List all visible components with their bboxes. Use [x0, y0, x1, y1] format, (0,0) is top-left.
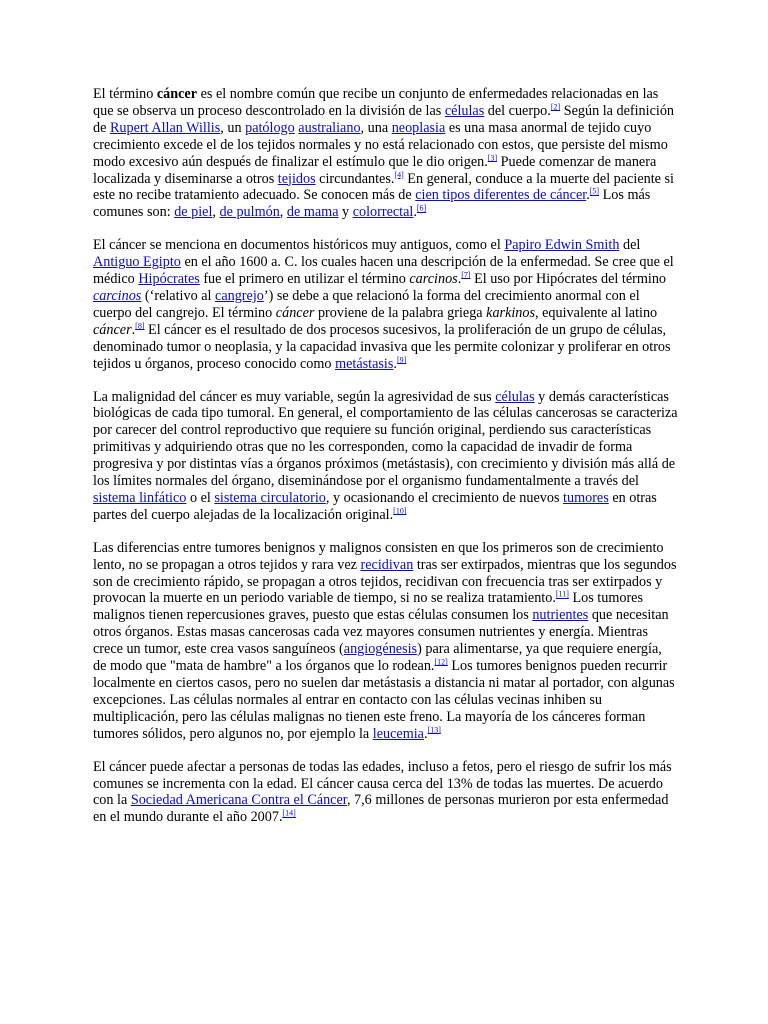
- footnote-link[interactable]: [9]: [396, 354, 407, 364]
- text-run: Los tumores malignos tienen repercusiones graves, puesto que estas células consumen los: [93, 590, 644, 624]
- footnote-ref-4: [394, 170, 403, 179]
- text-run: ,: [212, 204, 220, 221]
- text-run: Según la definición de: [93, 102, 675, 136]
- text-run: El uso por Hipócrates del término: [470, 271, 667, 288]
- text-run: El cáncer se menciona en documentos históricos muy antiguos, como el: [93, 237, 505, 254]
- footnote-link[interactable]: [11]: [555, 589, 569, 599]
- bold-term: cáncer: [156, 86, 198, 102]
- paragraph-benign-vs-malignant: [93, 540, 678, 743]
- text-run: fue el primero en utilizar el término: [199, 271, 410, 288]
- text-run: .: [131, 321, 136, 338]
- link-rupert-allan-willis[interactable]: Rupert Allan Willis: [109, 119, 221, 136]
- text-run: o el: [186, 489, 215, 506]
- text-run: (‘relativo al: [141, 287, 216, 304]
- footnote-link[interactable]: [12]: [434, 657, 448, 667]
- text-run: tras ser extirpados, mientras que los segundos son de crecimiento rápido, se propagan a otros tejidos, recidivan con frecuencia tras ser extirpados y provocan la muerte en un periodo variable de tiempo, si no se realiza tratamiento.: [93, 556, 677, 607]
- text-run: .: [457, 271, 462, 288]
- paragraph-history: [93, 237, 678, 372]
- text-run: ’) se debe a que relacionó la forma del crecimiento anormal con el cuerpo del cangrejo. El término: [93, 287, 640, 321]
- text-run: .: [423, 725, 428, 742]
- link-sistema-circulatorio[interactable]: sistema circulatorio: [214, 489, 326, 506]
- link-cien-tipos-diferentes-de-cancer[interactable]: cien tipos diferentes de cáncer: [415, 187, 587, 204]
- text-run: es el nombre común que recibe un conjunto de enfermedades relacionadas en las que se observa un proceso descontrolado en la división de las: [93, 86, 659, 119]
- link-recidivan[interactable]: recidivan: [360, 556, 414, 573]
- article-body: [93, 86, 678, 842]
- link-tumores[interactable]: tumores: [563, 489, 609, 506]
- link-papiro-edwin-smith[interactable]: Papiro Edwin Smith: [504, 237, 620, 254]
- link-cangrejo[interactable]: cangrejo: [215, 287, 264, 304]
- italic-term: carcinos: [409, 271, 458, 288]
- text-run: en el año 1600 a. C. los cuales hacen una descripción de la enfermedad. Se cree que el médico: [93, 254, 674, 288]
- link-antiguo-egipto[interactable]: Antiguo Egipto: [93, 254, 181, 271]
- link-colorrectal[interactable]: colorrectal: [352, 204, 414, 221]
- text-run: y demás características biológicas de cada tipo tumoral. En general, el comportamiento de las células cancerosas se caracteriza por carecer del control reproductivo que requiere su función original, perdiendo sus características primitivas y adquiriendo otras que no les corresponden, como la capacidad de invadir de forma progresiva y por distintas vías a órganos próximos (metástasis), con crecimiento y división más allá de los límites normales del órgano, diseminándose por el organismo fundamentalmente a través del: [93, 388, 678, 490]
- link-patologo[interactable]: patólogo: [245, 119, 295, 136]
- text-run: Los tumores benignos pueden recurrir localmente en ciertos casos, pero no suelen dar metástasis a distancia ni matar al portador, con algunas excepciones. Las células normales al entrar en contacto con las células vecinas inhiben su multiplicación, pero las células malignas no tienen este freno. La mayoría de los cánceres forman tumores sólidos, pero algunos no, por ejemplo la: [93, 658, 675, 742]
- link-tejidos[interactable]: tejidos: [277, 170, 316, 187]
- footnote-link[interactable]: [14]: [282, 808, 296, 818]
- text-run: .: [393, 355, 397, 372]
- italic-term: cáncer: [93, 321, 132, 338]
- text-run: , y ocasionando el crecimiento de nuevos: [325, 489, 564, 506]
- link-australiano[interactable]: australiano: [298, 119, 361, 136]
- paragraph-epidemiology: [93, 759, 678, 827]
- footnote-ref-5: [590, 187, 599, 196]
- link-de-pulmon[interactable]: de pulmón: [219, 204, 280, 221]
- footnote-ref-6: [417, 204, 426, 213]
- footnote-link[interactable]: [7]: [461, 270, 471, 280]
- footnote-ref-14: [283, 809, 296, 818]
- footnote-link[interactable]: [6]: [416, 203, 427, 213]
- link-sociedad-americana-contra-el-cancer[interactable]: Sociedad Americana Contra el Cáncer: [130, 792, 347, 809]
- footnote-ref-11: [556, 590, 569, 599]
- footnote-ref-12: [434, 657, 447, 666]
- footnote-link[interactable]: [2]: [550, 102, 561, 112]
- text-run: proviene de la palabra griega: [314, 304, 487, 321]
- text-run: y: [338, 204, 353, 221]
- link-de-mama[interactable]: de mama: [286, 204, 339, 221]
- footnote-link[interactable]: [4]: [394, 169, 404, 179]
- text-run: en otras partes del cuerpo alejadas de la localización original.: [93, 489, 657, 523]
- text-run: del cuerpo.: [484, 102, 551, 119]
- italic-term: cáncer: [275, 304, 315, 321]
- text-run: , 7,6 millones de personas murieron por esta enfermedad en el mundo durante el año 2007.: [93, 792, 669, 826]
- footnote-ref-3: [488, 153, 497, 162]
- text-run: circundantes.: [315, 170, 395, 187]
- footnote-link[interactable]: [13]: [427, 724, 441, 734]
- text-run: , un: [220, 119, 246, 136]
- link-metastasis[interactable]: metástasis: [335, 355, 394, 372]
- text-run: .: [413, 204, 417, 221]
- footnote-link[interactable]: [10]: [393, 506, 407, 516]
- footnote-link[interactable]: [3]: [487, 152, 498, 162]
- text-run: El cáncer puede afectar a personas de todas las edades, incluso a fetos, pero el riesgo de sufrir los más comunes se incrementa con la edad. El cáncer causa cerca del 13% de todas las muertes. De acuerdo con la: [93, 758, 672, 809]
- footnote-ref-13: [428, 725, 441, 734]
- link-de-piel[interactable]: de piel: [174, 204, 213, 221]
- link-angiogenesis[interactable]: angiogénesis: [343, 641, 418, 658]
- link-neoplasia[interactable]: neoplasia: [391, 119, 446, 136]
- footnote-ref-2: [551, 102, 560, 111]
- link-hipocrates[interactable]: Hipócrates: [138, 271, 200, 288]
- link-nutrientes[interactable]: nutrientes: [532, 607, 589, 624]
- link-celulas[interactable]: células: [444, 102, 485, 119]
- text-run: , una: [360, 119, 392, 136]
- link-carcinos[interactable]: carcinos: [93, 287, 142, 304]
- text-run: Las diferencias entre tumores benignos y malignos consisten en que los primeros son de crecimiento lento, no se propagan a otros tejidos y rara vez: [93, 539, 664, 573]
- text-run: Puede comenzar de manera localizada y diseminarse a otros: [93, 153, 657, 187]
- text-run: que necesitan otros órganos. Estas masas cancerosas cada vez mayores consumen nutrientes y energía. Mientras crece un tumor, este crea vasos sanguíneos (: [93, 607, 669, 658]
- text-run: En general, conduce a la muerte del paciente si este no recibe tratamiento adecuado. Se conocen más de: [93, 170, 674, 204]
- paragraph-malignancy: [93, 389, 678, 524]
- paragraph-definition: [93, 86, 678, 221]
- text-run: ,: [279, 204, 287, 221]
- text-run: , equivalente al latino: [535, 304, 658, 321]
- text-run: es una masa anormal de tejido cuyo crecimiento excede el de los tejidos normales y no está relacionado con estos, que persiste del mismo modo excesivo aún después de finalizar el estímulo que le dio origen.: [93, 119, 668, 170]
- footnote-link[interactable]: [5]: [589, 186, 600, 196]
- link-celulas[interactable]: células: [495, 388, 535, 405]
- italic-term: karkinos: [486, 304, 536, 321]
- link-sistema-linfatico[interactable]: sistema linfático: [93, 489, 187, 506]
- text-run: ) para alimentarse, ya que requiere energía, de modo que "mata de hambre" a los órganos que lo rodean.: [93, 641, 662, 675]
- footnote-ref-9: [397, 355, 406, 364]
- footnote-ref-10: [393, 506, 406, 515]
- text-run: El cáncer es el resultado de dos procesos sucesivos, la proliferación de un grupo de células, denominado tumor o neoplasia, y la capacidad invasiva que les permite colonizar y proliferar en otros tejidos u órganos, proceso conocido como: [93, 321, 671, 372]
- footnote-link[interactable]: [8]: [135, 321, 145, 331]
- text-run: El término: [93, 86, 157, 102]
- text-run: del: [619, 237, 641, 254]
- text-run: La malignidad del cáncer es muy variable, según la agresividad de sus: [93, 388, 496, 405]
- text-run: .: [586, 187, 590, 204]
- text-run: Los más comunes son:: [93, 187, 651, 221]
- link-leucemia[interactable]: leucemia: [372, 725, 424, 742]
- footnote-ref-7: [461, 270, 470, 279]
